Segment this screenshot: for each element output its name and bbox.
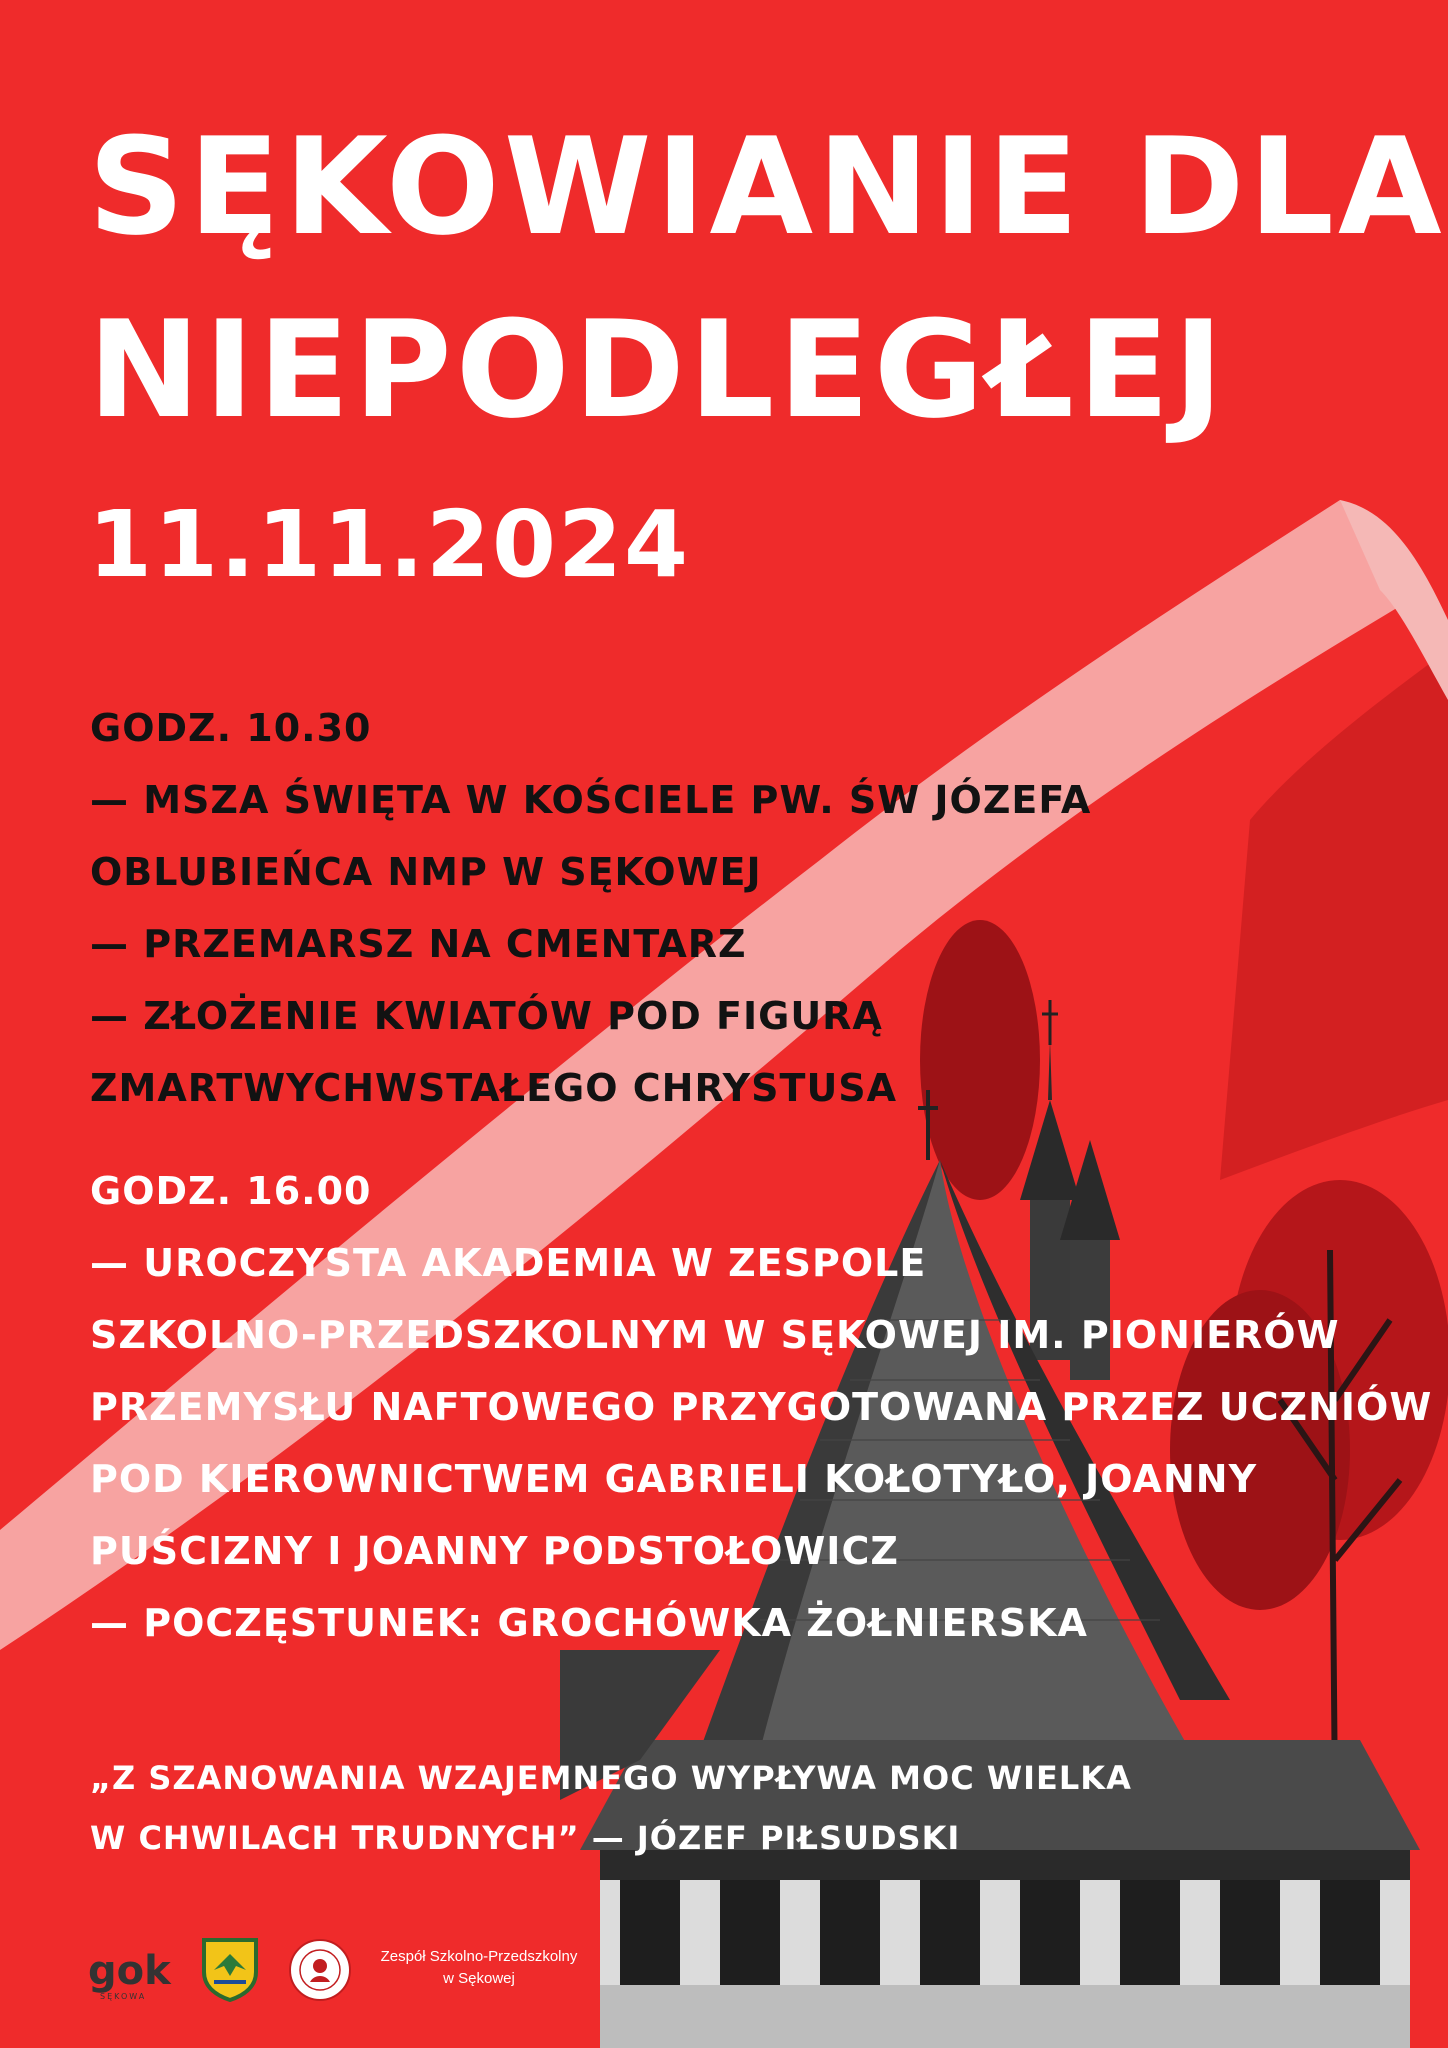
schedule-afternoon-line: SZKOLNO-PRZEDSZKOLNYM W SĘKOWEJ IM. PIONIERÓW xyxy=(90,1313,1340,1357)
schedule-morning-time: GODZ. 10.30 xyxy=(90,706,372,750)
event-date: 11.11.2024 xyxy=(88,491,691,598)
school-name-line-2: w Sękowej xyxy=(443,1970,515,1987)
schedule-afternoon xyxy=(90,1155,1432,1659)
gok-logo-text: gok xyxy=(88,1948,171,1994)
quote xyxy=(90,1748,1132,1868)
school-name-line-1: Zespół Szkolno-Przedszkolny xyxy=(380,1948,578,1965)
schedule-afternoon-line: POD KIEROWNICTWEM GABRIELI KOŁOTYŁO, JOANNY xyxy=(90,1457,1258,1501)
title-line-2: NIEPODLEGŁEJ xyxy=(88,292,1228,448)
schedule-morning-line: OBLUBIEŃCA NMP W SĘKOWEJ xyxy=(90,850,762,894)
quote-line-1: „Z SZANOWANIA WZAJEMNEGO WYPŁYWA MOC WIELKA xyxy=(90,1759,1132,1797)
schedule-morning xyxy=(90,692,1091,1124)
schedule-afternoon-line: PUŚCIZNY I JOANNY PODSTOŁOWICZ xyxy=(90,1529,899,1573)
schedule-morning-line: ZMARTWYCHWSTAŁEGO CHRYSTUSA xyxy=(90,1066,898,1110)
schedule-afternoon-line: — POCZĘSTUNEK: GROCHÓWKA ŻOŁNIERSKA xyxy=(90,1601,1088,1645)
schedule-morning-line: — PRZEMARSZ NA CMENTARZ xyxy=(90,922,747,966)
schedule-afternoon-time: GODZ. 16.00 xyxy=(90,1169,372,1213)
school-name xyxy=(364,1946,594,1990)
sponsor-logos xyxy=(86,1930,606,2010)
gok-logo-subtext: SĘKOWA xyxy=(100,1992,147,2001)
quote-line-2: W CHWILACH TRUDNYCH” — JÓZEF PIŁSUDSKI xyxy=(90,1819,961,1857)
schedule-morning-line: — ZŁOŻENIE KWIATÓW POD FIGURĄ xyxy=(90,994,883,1038)
school-seal-icon xyxy=(288,1938,352,2002)
schedule-afternoon-line: — UROCZYSTA AKADEMIA W ZESPOLE xyxy=(90,1241,927,1285)
gok-logo xyxy=(86,1948,182,2004)
municipality-crest-icon xyxy=(200,1936,260,2002)
schedule-morning-line: — MSZA ŚWIĘTA W KOŚCIELE PW. ŚW JÓZEFA xyxy=(90,778,1092,822)
schedule-afternoon-line: PRZEMYSŁU NAFTOWEGO PRZYGOTOWANA PRZEZ UCZNIÓW xyxy=(90,1385,1433,1429)
title-line-1: SĘKOWIANIE DLA xyxy=(88,109,1446,265)
